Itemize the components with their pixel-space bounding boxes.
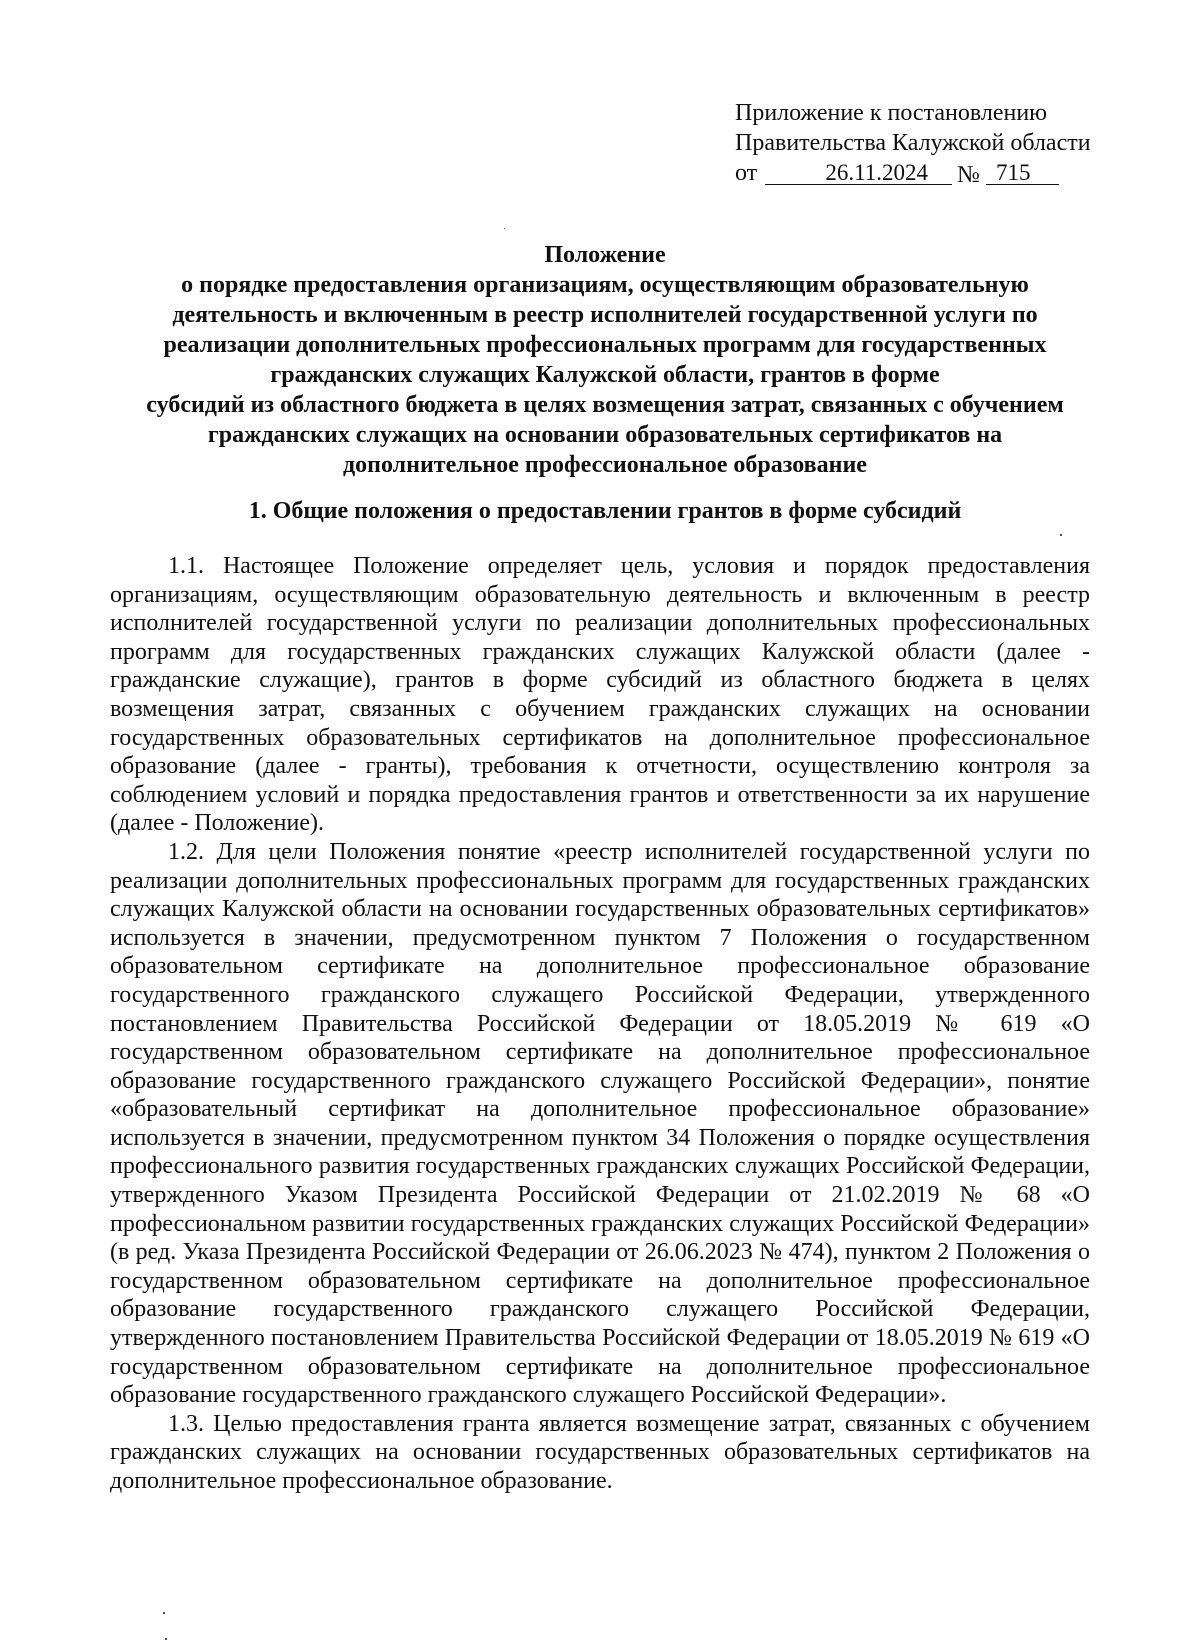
scan-speck [163,1612,165,1614]
appendix-header [735,98,1155,188]
paragraph-1-2: 1.2. Для цели Положения понятие «реестр исполнителей государственной услуги по реализации дополнительных профессиональных программ для государственных гражданских служащих Калужской области на основании государственных образовательных сертификатов» используется в значении, предусмотренном пунктом 7 Положения о государственном образовательном сертификате на дополнительное профессиональное образование государственного гражданского служащего Российской Федерации, утвержденного постановлением Правительства Российской Федерации от 18.05.2019 № 619 «О государственном образовательном сертификате на дополнительное профессиональное образование государственного гражданского служащего Российской Федерации», понятие «образовательный сертификат на дополнительное профессиональное образование» используется в значении, предусмотренном пунктом 34 Положения о порядке осуществления профессионального развития государственных гражданских служащих Российской Федерации, утвержденного Указом Президента Российской Федерации от 21.02.2019 № 68 «О профессиональном развитии государственных гражданских служащих Российской Федерации» (в ред. Указа Президента Российской Федерации от 26.06.2023 № 474), пунктом 2 Положения о государственном образовательном сертификате на дополнительное профессиональное образование государственного гражданского служащего Российской Федерации, утвержденного постановлением Правительства Российской Федерации от 18.05.2019 № 619 «О государственном образовательном сертификате на дополнительное профессиональное образование государственного гражданского служащего Российской Федерации». [110,838,1090,1409]
appendix-date-line [735,158,1155,188]
appendix-line-2: Правительства Калужской области [735,130,1091,156]
section-body [110,552,1090,1496]
scan-speck [165,1638,167,1640]
title-heading: Положение [544,242,666,268]
date-prefix: от [735,160,758,186]
title-line: деятельность и включенным в реестр исполнителей государственной услуги по [172,302,1038,328]
title-line: гражданских служащих Калужской области, грантов в форме [270,362,940,388]
resolution-date: 26.11.2024 [765,158,952,185]
title-line: реализации дополнительных профессиональных программ для государственных [163,332,1047,358]
scan-speck [504,228,505,229]
number-sign: № [957,162,980,188]
title-line: о порядке предоставления организациям, осуществляющим образовательную [181,272,1029,298]
scan-speck [1060,534,1062,536]
section-heading: 1. Общие положения о предоставлении грантов в форме субсидий [248,498,962,524]
paragraph-1-3: 1.3. Целью предоставления гранта является возмещение затрат, связанных с обучением гражданских служащих на основании государственных образовательных сертификатов на дополнительное профессиональное образование. [110,1410,1090,1494]
paragraph-1-1: 1.1. Настоящее Положение определяет цель, условия и порядок предоставления организациям, осуществляющим образовательную деятельность и включенным в реестр исполнителей государственной услуги по реализации дополнительных профессиональных программ для государственных гражданских служащих Калужской области (далее - гражданские служащие), грантов в форме субсидий из областного бюджета в целях возмещения затрат, связанных с обучением гражданских служащих на основании государственных образовательных сертификатов на дополнительное профессиональное образование (далее - гранты), требования к отчетности, осуществлению контроля за соблюдением условий и порядка предоставления грантов и ответственности за их нарушение (далее - Положение). [110,553,1090,837]
title-line: субсидий из областного бюджета в целях возмещения затрат, связанных с обучением [146,392,1064,418]
resolution-number: 715 [986,158,1059,185]
title-line: дополнительное профессиональное образование [343,452,867,478]
appendix-line-1: Приложение к постановлению [735,100,1048,126]
title-line: гражданских служащих на основании образовательных сертификатов на [207,422,1003,448]
document-title [110,240,1100,480]
